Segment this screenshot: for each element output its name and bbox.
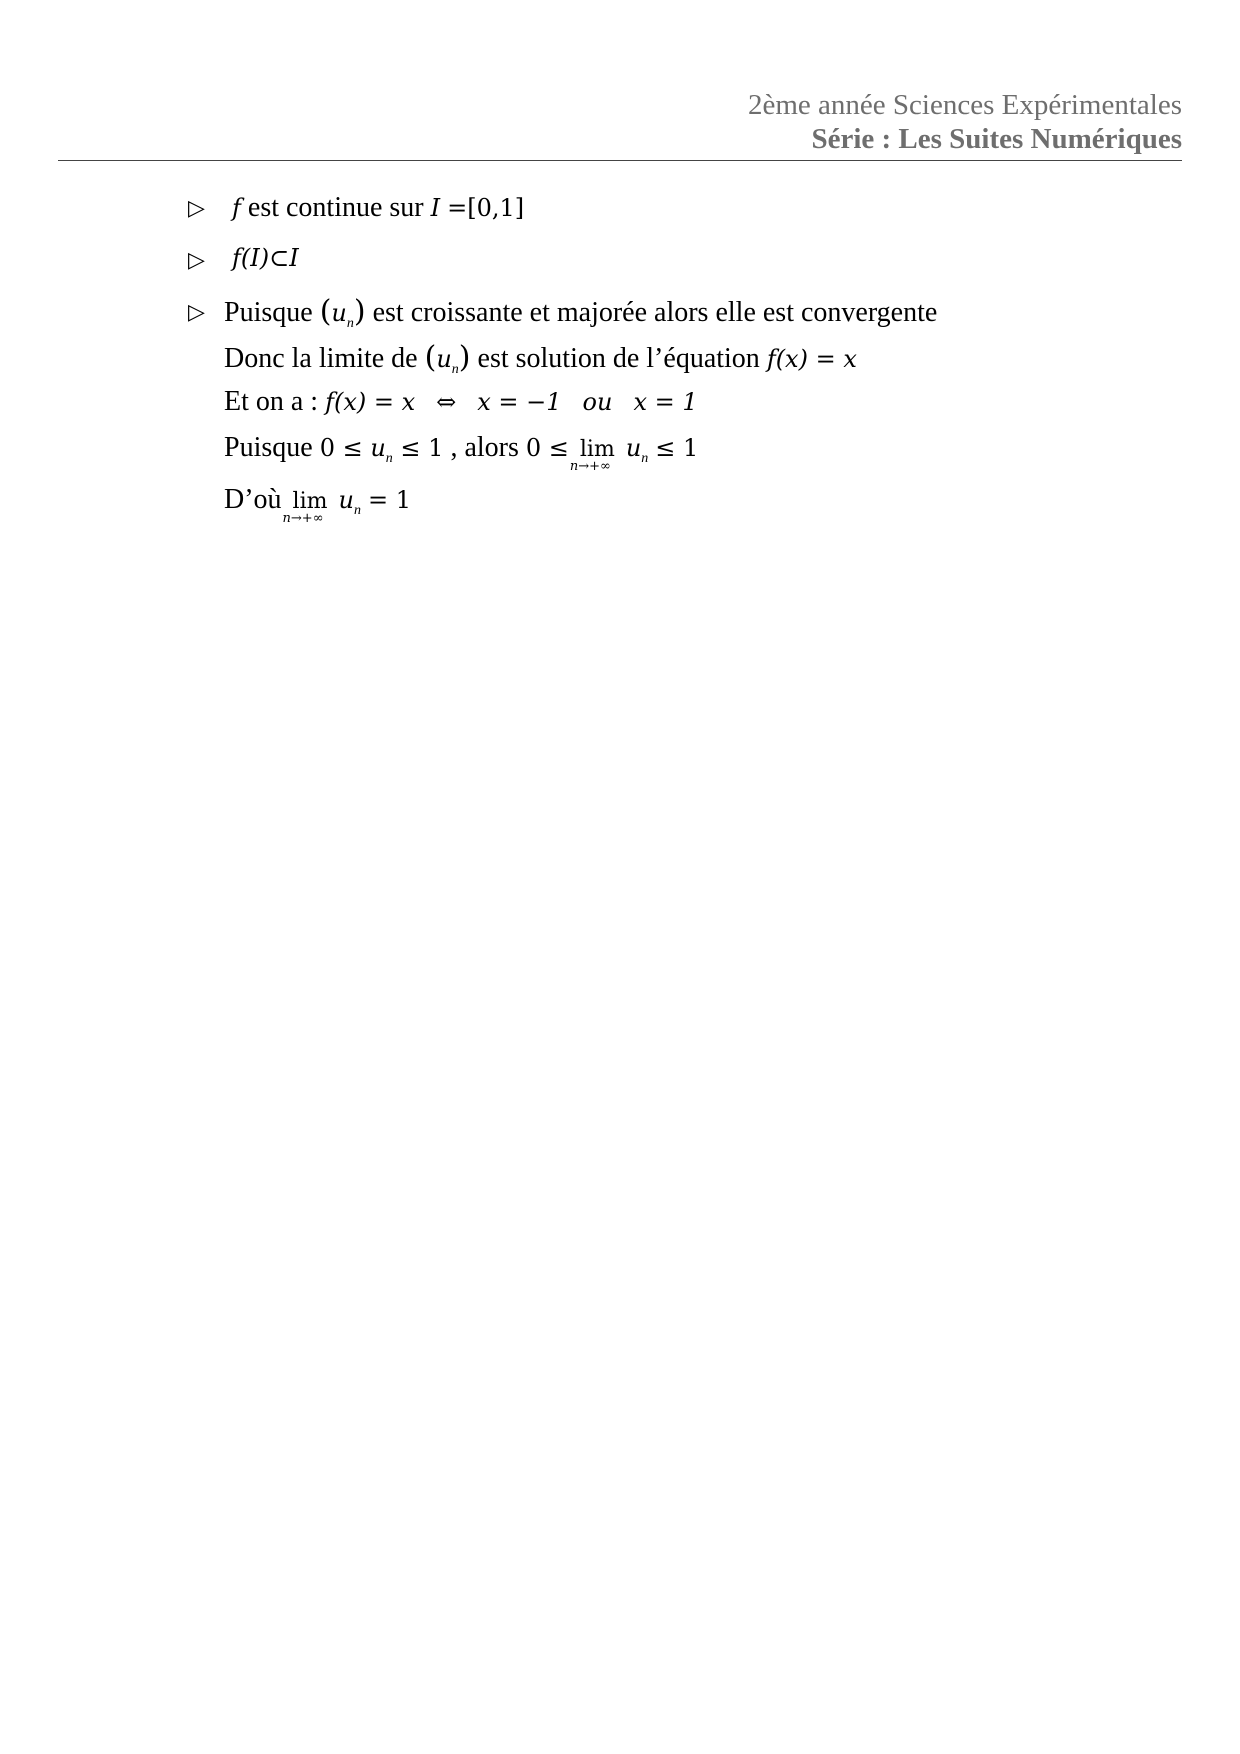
- math-u: u: [370, 434, 386, 462]
- alors-text: , alors: [450, 432, 519, 463]
- math-x-minus-1: x = −1: [477, 388, 562, 416]
- math-n: n: [385, 451, 393, 466]
- item-3-line-4: [224, 432, 699, 474]
- math-u: u: [338, 486, 354, 514]
- puisque-text: Puisque: [224, 297, 313, 328]
- item-3-text: est croissante et majorée alors elle est convergente: [372, 297, 938, 328]
- solution-text: est solution de l’équation: [477, 343, 760, 374]
- donc-text: Donc la limite de: [224, 343, 418, 374]
- header-subtitle: 2ème année Sciences Expérimentales: [748, 89, 1182, 121]
- math-interval: [0,1]: [467, 194, 525, 222]
- header-title: Série : Les Suites Numériques: [811, 123, 1182, 155]
- item-3-line-1: Puisque $(u_n)$ est croissante et majorée alors elle est convergente: [224, 294, 938, 331]
- math-f-of-I-subset-I: f(I)⊂I: [232, 244, 299, 272]
- math-limit: lim n→+∞: [282, 489, 328, 526]
- math-eq: =: [447, 194, 468, 222]
- math-equiv: ⇔: [436, 388, 457, 416]
- dou-text: D’où: [224, 484, 282, 515]
- math-ineq-left: 0 ≤: [319, 434, 371, 462]
- math-fx-eq-x: f(x) = x: [325, 388, 416, 416]
- item-3-line-5: [224, 484, 411, 526]
- bullet-triangle-icon: ▷: [188, 248, 205, 273]
- math-n: n: [353, 503, 361, 518]
- math-fx-eq-x: f(x) = x: [766, 345, 857, 373]
- math-n: n: [641, 451, 649, 466]
- math-limit-subscript: n→+∞: [569, 459, 611, 474]
- bullet-triangle-icon: ▷: [188, 196, 205, 221]
- item-1-line: [232, 192, 524, 224]
- puisque-text: Puisque: [224, 432, 313, 463]
- math-result: = 1: [367, 486, 411, 514]
- math-ineq-left: 0 ≤: [525, 434, 569, 462]
- item-3-line-2: Donc la limite de $(u_n)$ est solution de l’équation f(x) = x: [224, 340, 857, 377]
- math-I: I: [430, 194, 441, 222]
- math-limit-subscript: n→+∞: [282, 511, 324, 526]
- math-x-1: x = 1: [633, 388, 698, 416]
- math-n: n: [346, 316, 354, 331]
- math-f: f: [232, 194, 241, 222]
- et-on-a-text: Et on a :: [224, 386, 319, 417]
- math-ineq-right: ≤ 1: [655, 434, 699, 462]
- document-header: [748, 88, 1182, 156]
- math-u: u: [331, 299, 347, 327]
- item-3-line-3: [224, 386, 698, 418]
- math-u: u: [625, 434, 642, 462]
- math-n: n: [451, 362, 459, 377]
- math-ineq-right: ≤ 1: [392, 434, 444, 462]
- math-limit: lim n→+∞: [569, 437, 615, 474]
- math-ou: ou: [582, 388, 613, 416]
- header-divider: [58, 160, 1182, 161]
- bullet-triangle-icon: ▷: [188, 300, 205, 325]
- math-u: u: [436, 345, 452, 373]
- item-1-text: est continue sur: [247, 192, 424, 223]
